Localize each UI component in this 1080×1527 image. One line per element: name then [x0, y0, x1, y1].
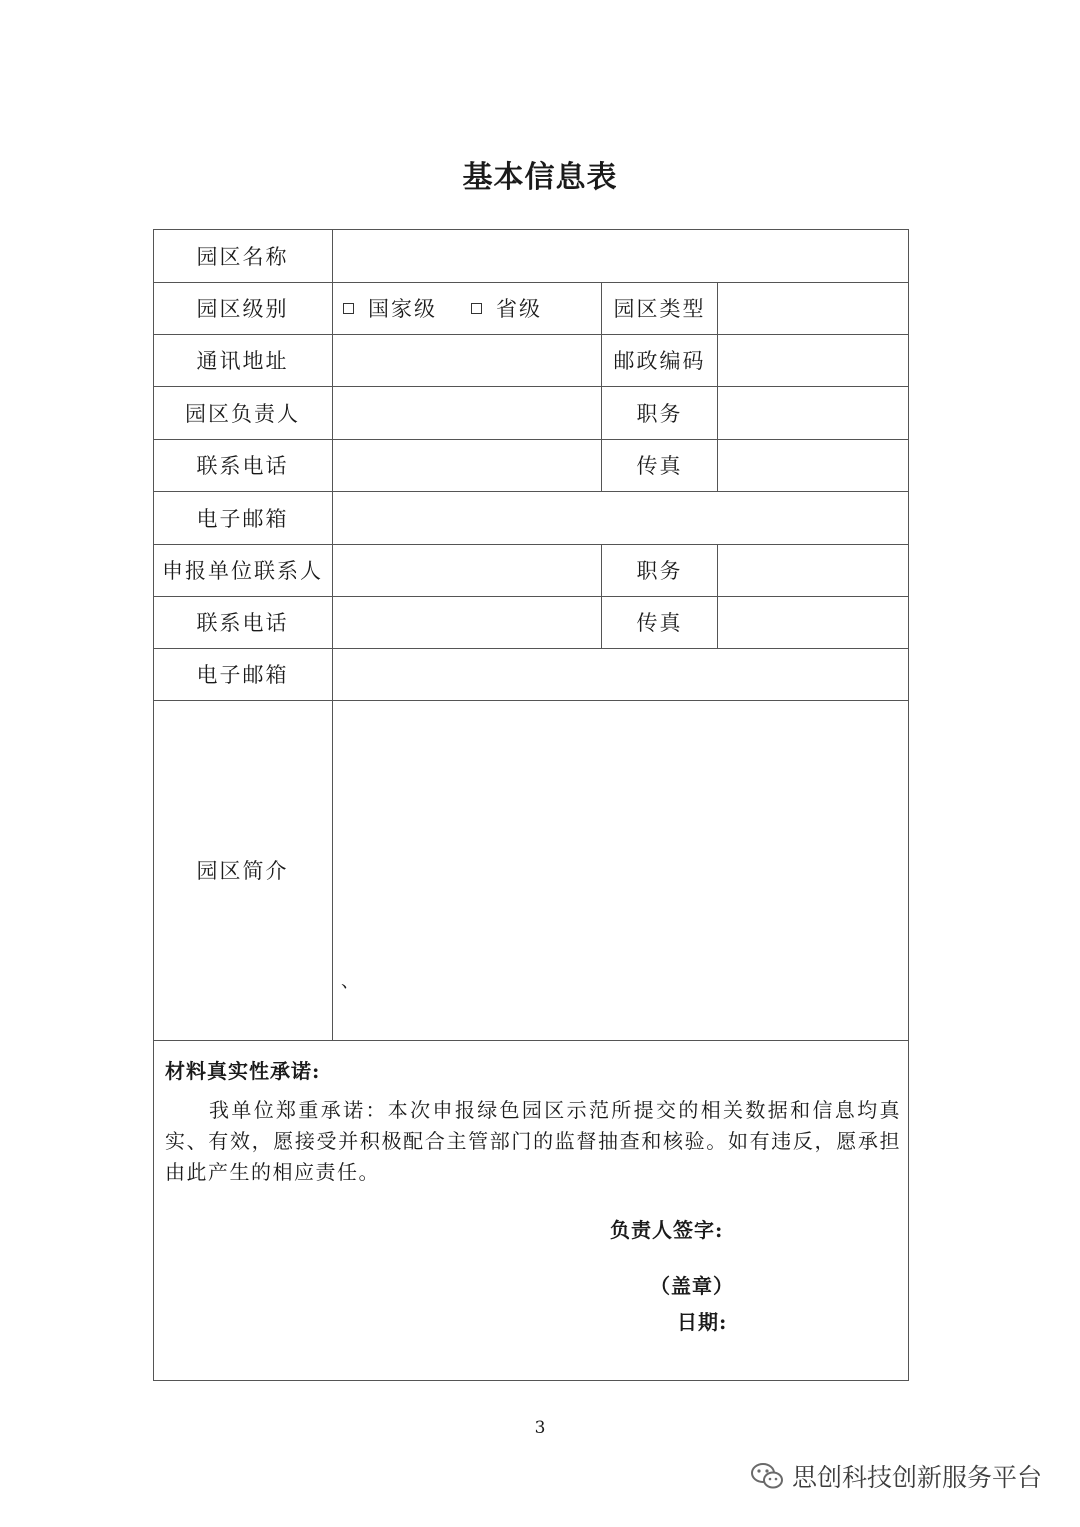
park-level-label: 园区级别 [196, 297, 289, 321]
checkbox-icon[interactable] [471, 303, 482, 314]
wechat-icon [750, 1461, 784, 1491]
applicant-contact-field[interactable] [333, 545, 601, 596]
position-label: 职务 [636, 401, 683, 426]
park-type-field[interactable] [718, 283, 908, 334]
provincial-level-option[interactable]: 省级 [471, 293, 542, 323]
table-border-right [908, 229, 909, 1381]
signature-label: 负责人签字: [610, 1218, 724, 1242]
date-label: 日期: [677, 1310, 728, 1334]
document-title: 基本信息表 [462, 160, 618, 195]
checkbox-icon[interactable] [343, 303, 354, 314]
table-border-bottom [153, 1380, 909, 1381]
postcode-field[interactable] [718, 335, 908, 386]
watermark [750, 1458, 1042, 1494]
email-field[interactable] [333, 492, 908, 544]
postcode-label: 邮政编码 [613, 349, 706, 373]
pledge-title: 材料真实性承诺: [165, 1059, 321, 1083]
fax-field[interactable] [718, 597, 908, 648]
fax-label: 传真 [636, 611, 683, 635]
phone-label: 联系电话 [196, 611, 289, 635]
seal-label: （盖章） [650, 1274, 734, 1298]
basic-info-form [153, 229, 909, 1381]
phone-label: 联系电话 [196, 454, 289, 478]
park-head-field[interactable] [333, 387, 601, 439]
park-name-field[interactable] [333, 230, 908, 282]
address-field[interactable] [333, 335, 601, 386]
address-label: 通讯地址 [196, 349, 289, 373]
fax-field[interactable] [718, 440, 908, 491]
row-divider [153, 1040, 909, 1041]
applicant-contact-label: 申报单位联系人 [162, 559, 323, 583]
email-label: 电子邮箱 [196, 506, 289, 531]
park-type-label: 园区类型 [613, 297, 706, 321]
position-field[interactable] [718, 387, 908, 439]
watermark-text: 思创科技创新服务平台 [791, 1463, 1042, 1492]
park-head-label: 园区负责人 [185, 401, 300, 426]
phone-field[interactable] [333, 597, 601, 648]
position-field[interactable] [718, 545, 908, 596]
park-intro-label: 园区简介 [196, 859, 289, 883]
national-level-option[interactable]: 国家级 [343, 293, 437, 323]
email-label: 电子邮箱 [196, 663, 289, 687]
intro-mark: 、 [341, 971, 359, 992]
page-number: 3 [534, 1418, 546, 1438]
fax-label: 传真 [636, 454, 683, 478]
position-label: 职务 [636, 559, 683, 583]
email-field[interactable] [333, 649, 908, 700]
pledge-body: 我单位郑重承诺：本次申报绿色园区示范所提交的相关数据和信息均真实、有效，愿接受并积极配合主管部门的监督抽查和核验。如有违反，愿承担由此产生的相应责任。 [165, 1098, 901, 1184]
park-name-label: 园区名称 [196, 244, 289, 269]
park-intro-field[interactable] [333, 701, 908, 1040]
park-level-options [343, 282, 601, 334]
